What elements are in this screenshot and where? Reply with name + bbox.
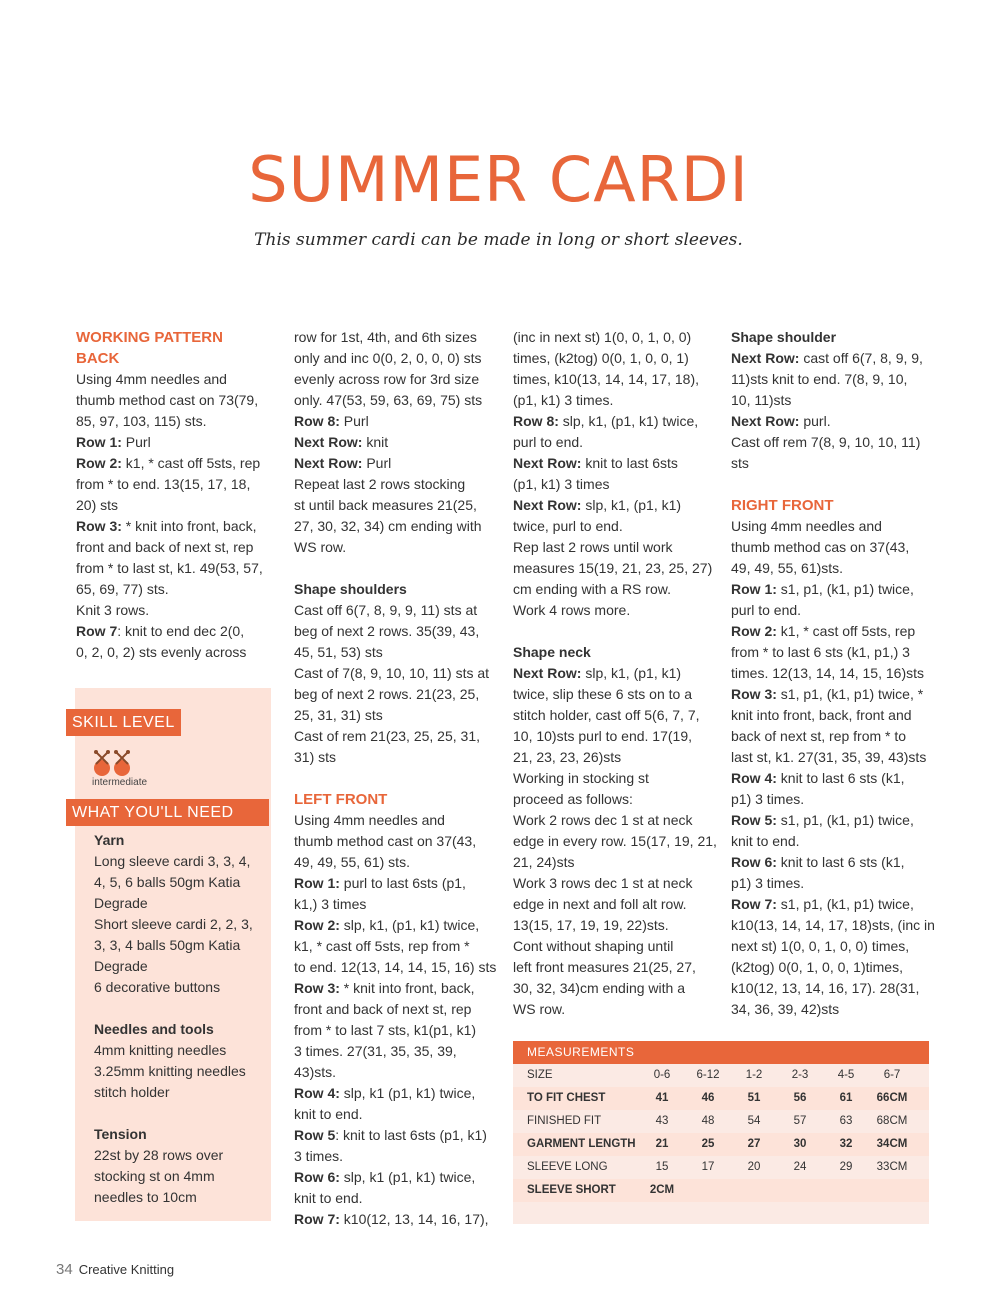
- section-heading: WORKING PATTERN: [76, 329, 223, 346]
- text-line: Using 4mm needles and: [294, 812, 445, 828]
- text-line: st until back measures 21(25,: [294, 497, 477, 513]
- text-line: 85, 97, 103, 115) sts.: [76, 413, 207, 429]
- text-line: thumb method cas on 37(43,: [731, 539, 910, 555]
- text-line: Row 2: slp, k1, (p1, k1) twice,: [294, 917, 480, 933]
- materials-list: [94, 830, 269, 1208]
- text-line: 4, 5, 6 balls 50gm Katia: [94, 874, 241, 890]
- table-cell: 54: [747, 1115, 761, 1127]
- text-line: Using 4mm needles and: [76, 371, 227, 387]
- text-line: beg of next 2 rows. 35(39, 43,: [294, 623, 480, 639]
- text-line: 6 decorative buttons: [94, 979, 221, 995]
- text-line: Row 7: knit to end dec 2(0,: [76, 623, 245, 639]
- text-line: edge in every row. 15(17, 19, 21,: [513, 833, 717, 849]
- subheading: Shape neck: [513, 644, 591, 660]
- table-row: [513, 1064, 929, 1087]
- row-label: TO FIT CHEST: [527, 1092, 606, 1104]
- text-line: 31) sts: [294, 749, 337, 765]
- table-cell: 4-5: [837, 1069, 855, 1081]
- text-line: stocking st on 4mm: [94, 1168, 215, 1184]
- text-line: Next Row: Purl: [294, 455, 392, 471]
- table-cell: 6-12: [696, 1069, 720, 1081]
- text-line: times, (k2tog) 0(0, 1, 0, 0, 1): [513, 350, 689, 366]
- text-line: stitch holder, cast off 5(6, 7, 7,: [513, 707, 700, 723]
- text-line: (p1, k1) 3 times: [513, 476, 610, 492]
- text-line: Cast off 6(7, 8, 9, 9, 11) sts at: [294, 602, 478, 618]
- subheading: Yarn: [94, 832, 125, 848]
- text-line: Row 3: * knit into front, back,: [76, 518, 257, 534]
- text-line: proceed as follows:: [513, 791, 633, 807]
- text-line: from * to last 7 sts, k1(p1, k1): [294, 1022, 477, 1038]
- text-line: sts: [731, 455, 749, 471]
- text-line: Next Row: purl.: [731, 413, 831, 429]
- table-cell: 48: [701, 1115, 715, 1127]
- text-line: purl to end.: [731, 602, 802, 618]
- table-cell: 30: [793, 1138, 807, 1150]
- text-line: 45, 51, 53) sts: [294, 644, 383, 660]
- table-cell: 2CM: [649, 1184, 675, 1196]
- table-cell: 34CM: [876, 1138, 908, 1150]
- skill-level-value: intermediate: [92, 777, 148, 788]
- table-cell: 63: [839, 1115, 853, 1127]
- text-line: Cast of 7(8, 9, 10, 10, 11) sts at: [294, 665, 490, 681]
- text-line: 10, 11)sts: [731, 392, 792, 408]
- table-cell: 57: [793, 1115, 807, 1127]
- table-cell: [685, 1179, 731, 1202]
- text-line: Short sleeve cardi 2, 2, 3,: [94, 916, 253, 932]
- text-line: Row 8: slp, k1, (p1, k1) twice,: [513, 413, 699, 429]
- text-line: purl to end.: [513, 434, 584, 450]
- text-line: Row 1: s1, p1, (k1, p1) twice,: [731, 581, 914, 597]
- text-line: times. 12(13, 14, 14, 15, 16)sts: [731, 665, 924, 681]
- table-cell: 27: [747, 1138, 761, 1150]
- row-label: SLEEVE LONG: [527, 1161, 608, 1173]
- text-line: k10(12, 13, 14, 16, 17). 28(31,: [731, 980, 920, 996]
- text-line: Row 1: Purl: [76, 434, 151, 450]
- text-line: knit to end.: [294, 1106, 363, 1122]
- text-line: Row 4: knit to last 6 sts (k1,: [731, 770, 905, 786]
- text-line: 22st by 28 rows over: [94, 1147, 224, 1163]
- text-line: beg of next 2 rows. 21(23, 25,: [294, 686, 480, 702]
- text-line: Row 6: slp, k1 (p1, k1) twice,: [294, 1169, 476, 1185]
- table-row: [513, 1110, 929, 1133]
- table-cell: 0-6: [653, 1069, 671, 1081]
- text-line: Next Row: cast off 6(7, 8, 9, 9,: [731, 350, 923, 366]
- text-line: cm ending with a RS row.: [513, 581, 671, 597]
- text-line: Row 3: s1, p1, (k1, p1) twice, *: [731, 686, 924, 702]
- text-line: left front measures 21(25, 27,: [513, 959, 696, 975]
- table-cell: 29: [839, 1161, 853, 1173]
- text-line: 20) sts: [76, 497, 119, 513]
- row-label: GARMENT LENGTH: [527, 1138, 636, 1150]
- measurements-table: [513, 1041, 929, 1224]
- measurements-heading: MEASUREMENTS: [513, 1041, 929, 1064]
- text-line: Long sleeve cardi 3, 3, 4,: [94, 853, 251, 869]
- column-4: [731, 327, 936, 1020]
- text-line: 21, 24)sts: [513, 854, 575, 870]
- text-line: Row 3: * knit into front, back,: [294, 980, 475, 996]
- text-line: Row 2: k1, * cast off 5sts, rep: [76, 455, 261, 471]
- text-line: times, k10(13, 14, 14, 17, 18),: [513, 371, 699, 387]
- table-cell: 51: [747, 1092, 761, 1104]
- text-line: 27, 30, 32, 34) cm ending with: [294, 518, 482, 534]
- table-row: [513, 1087, 929, 1110]
- text-line: knit into front, back, front and: [731, 707, 912, 723]
- table-cell: 21: [655, 1138, 669, 1150]
- text-line: 0, 2, 0, 2) sts evenly across: [76, 644, 247, 660]
- yarn-balls-icon: [92, 748, 138, 778]
- section-heading: RIGHT FRONT: [731, 497, 834, 514]
- text-line: edge in next and foll alt row.: [513, 896, 687, 912]
- text-line: thumb method cast on 37(43,: [294, 833, 477, 849]
- text-line: only and inc 0(0, 2, 0, 0, 0) sts: [294, 350, 482, 366]
- text-line: Next Row: slp, k1, (p1, k1): [513, 665, 682, 681]
- text-line: Work 4 rows more.: [513, 602, 631, 618]
- text-line: 49, 49, 55, 61)sts.: [731, 560, 844, 576]
- page-number: 34: [56, 1261, 73, 1278]
- table-cell: 20: [747, 1161, 761, 1173]
- table-cell: 25: [701, 1138, 715, 1150]
- table-cell: 61: [839, 1092, 853, 1104]
- what-you-need-heading: WHAT YOU'LL NEED: [66, 799, 269, 826]
- section-heading: BACK: [76, 350, 120, 367]
- text-line: 30, 32, 34)cm ending with a: [513, 980, 685, 996]
- text-line: row for 1st, 4th, and 6th sizes: [294, 329, 477, 345]
- subheading: Tension: [94, 1126, 147, 1142]
- table-cell: 56: [793, 1092, 807, 1104]
- page-subtitle: This summer cardi can be made in long or short sleeves.: [254, 230, 743, 250]
- text-line: Row 7: k10(12, 13, 14, 16, 17),: [294, 1211, 489, 1227]
- text-line: Row 7: s1, p1, (k1, p1) twice,: [731, 896, 914, 912]
- text-line: front and back of next st, rep: [294, 1001, 472, 1017]
- table-cell: [869, 1179, 915, 1202]
- text-line: 43)sts.: [294, 1064, 337, 1080]
- text-line: Row 8: Purl: [294, 413, 369, 429]
- text-line: Work 3 rows dec 1 st at neck: [513, 875, 693, 891]
- column-2: [294, 327, 499, 1230]
- text-line: 49, 49, 55, 61) sts.: [294, 854, 410, 870]
- row-label: SIZE: [527, 1069, 553, 1081]
- publication-name: Creative Knitting: [78, 1262, 175, 1277]
- table-cell: 43: [655, 1115, 669, 1127]
- text-line: Degrade: [94, 895, 148, 911]
- table-cell: 6-7: [883, 1069, 901, 1081]
- text-line: 34, 36, 39, 42)sts: [731, 1001, 840, 1017]
- subheading: Shape shoulders: [294, 581, 407, 597]
- table-row: [513, 1133, 929, 1156]
- table-cell: 41: [655, 1092, 669, 1104]
- table-cell: 15: [655, 1161, 669, 1173]
- text-line: 13(15, 17, 19, 19, 22)sts.: [513, 917, 669, 933]
- text-line: Degrade: [94, 958, 148, 974]
- table-cell: 33CM: [876, 1161, 908, 1173]
- text-line: Working in stocking st: [513, 770, 649, 786]
- text-line: 3 times.: [294, 1148, 344, 1164]
- column-1: [76, 327, 276, 663]
- text-line: (k2tog) 0(0, 1, 0, 0, 1)times,: [731, 959, 903, 975]
- text-line: Row 4: slp, k1 (p1, k1) twice,: [294, 1085, 476, 1101]
- text-line: knit to end.: [731, 833, 800, 849]
- subheading: Shape shoulder: [731, 329, 837, 345]
- subheading: Needles and tools: [94, 1021, 214, 1037]
- text-line: Row 2: k1, * cast off 5sts, rep: [731, 623, 916, 639]
- text-line: needles to 10cm: [94, 1189, 197, 1205]
- text-line: Repeat last 2 rows stocking: [294, 476, 466, 492]
- text-line: k10(13, 14, 14, 17, 18)sts, (inc in: [731, 917, 935, 933]
- table-cell: 32: [839, 1138, 853, 1150]
- skill-level-heading: SKILL LEVEL: [66, 709, 181, 736]
- text-line: Cast off rem 7(8, 9, 10, 10, 11): [731, 434, 921, 450]
- text-line: Work 2 rows dec 1 st at neck: [513, 812, 693, 828]
- table-cell: [731, 1179, 777, 1202]
- text-line: twice, purl to end.: [513, 518, 623, 534]
- text-line: Knit 3 rows.: [76, 602, 150, 618]
- text-line: 3, 3, 4 balls 50gm Katia: [94, 937, 241, 953]
- table-cell: 66CM: [876, 1092, 908, 1104]
- text-line: next st) 1(0, 0, 1, 0, 0) times,: [731, 938, 910, 954]
- text-line: Next Row: knit to last 6sts: [513, 455, 678, 471]
- text-line: Row 5: knit to last 6sts (p1, k1): [294, 1127, 487, 1143]
- text-line: 3.25mm knitting needles: [94, 1063, 246, 1079]
- text-line: 21, 23, 23, 26)sts: [513, 749, 622, 765]
- section-heading: LEFT FRONT: [294, 791, 388, 808]
- text-line: Cast of rem 21(23, 25, 25, 31,: [294, 728, 480, 744]
- text-line: Next Row: slp, k1, (p1, k1): [513, 497, 682, 513]
- table-cell: 46: [701, 1092, 715, 1104]
- table-cell: 68CM: [876, 1115, 908, 1127]
- text-line: thumb method cast on 73(79,: [76, 392, 259, 408]
- text-line: from * to last st, k1. 49(53, 57,: [76, 560, 263, 576]
- text-line: back of next st, rep from * to: [731, 728, 907, 744]
- text-line: 11)sts knit to end. 7(8, 9, 10,: [731, 371, 908, 387]
- text-line: from * to end. 13(15, 17, 18,: [76, 476, 251, 492]
- text-line: Row 5: s1, p1, (k1, p1) twice,: [731, 812, 914, 828]
- text-line: from * to last 6 sts (k1, p1,) 3: [731, 644, 910, 660]
- row-label: SLEEVE SHORT: [527, 1184, 616, 1196]
- text-line: WS row.: [513, 1001, 566, 1017]
- text-line: 65, 69, 77) sts.: [76, 581, 169, 597]
- text-line: Next Row: knit: [294, 434, 389, 450]
- text-line: Cont without shaping until: [513, 938, 674, 954]
- text-line: WS row.: [294, 539, 347, 555]
- text-line: front and back of next st, rep: [76, 539, 254, 555]
- text-line: k1,) 3 times: [294, 896, 367, 912]
- table-row: [513, 1179, 929, 1202]
- text-line: (p1, k1) 3 times.: [513, 392, 614, 408]
- text-line: measures 15(19, 21, 23, 25, 27): [513, 560, 713, 576]
- table-cell: 24: [793, 1161, 807, 1173]
- text-line: stitch holder: [94, 1084, 170, 1100]
- table-cell: [823, 1179, 869, 1202]
- row-label: FINISHED FIT: [527, 1115, 602, 1127]
- text-line: evenly across row for 3rd size: [294, 371, 480, 387]
- text-line: 3 times. 27(31, 35, 35, 39,: [294, 1043, 457, 1059]
- text-line: Using 4mm needles and: [731, 518, 882, 534]
- text-line: to end. 12(13, 14, 14, 15, 16) sts: [294, 959, 497, 975]
- page-title: SUMMER CARDI: [248, 143, 749, 216]
- text-line: 25, 31, 31) sts: [294, 707, 383, 723]
- text-line: 4mm knitting needles: [94, 1042, 227, 1058]
- text-line: Row 6: knit to last 6 sts (k1,: [731, 854, 905, 870]
- text-line: (inc in next st) 1(0, 0, 1, 0, 0): [513, 329, 692, 345]
- table-cell: 2-3: [791, 1069, 809, 1081]
- text-line: only. 47(53, 59, 63, 69, 75) sts: [294, 392, 483, 408]
- text-line: knit to end.: [294, 1190, 363, 1206]
- table-cell: 1-2: [745, 1069, 763, 1081]
- table-cell: [777, 1179, 823, 1202]
- text-line: last st, k1. 27(31, 35, 39, 43)sts: [731, 749, 927, 765]
- page-footer: [56, 1260, 174, 1280]
- column-3: [513, 327, 718, 1020]
- table-cell: 17: [701, 1161, 715, 1173]
- table-row: [513, 1156, 929, 1179]
- text-line: Rep last 2 rows until work: [513, 539, 673, 555]
- text-line: twice, slip these 6 sts on to a: [513, 686, 692, 702]
- text-line: Row 1: purl to last 6sts (p1,: [294, 875, 466, 891]
- text-line: 10, 10)sts purl to end. 17(19,: [513, 728, 692, 744]
- text-line: k1, * cast off 5sts, rep from *: [294, 938, 470, 954]
- text-line: p1) 3 times.: [731, 791, 805, 807]
- text-line: p1) 3 times.: [731, 875, 805, 891]
